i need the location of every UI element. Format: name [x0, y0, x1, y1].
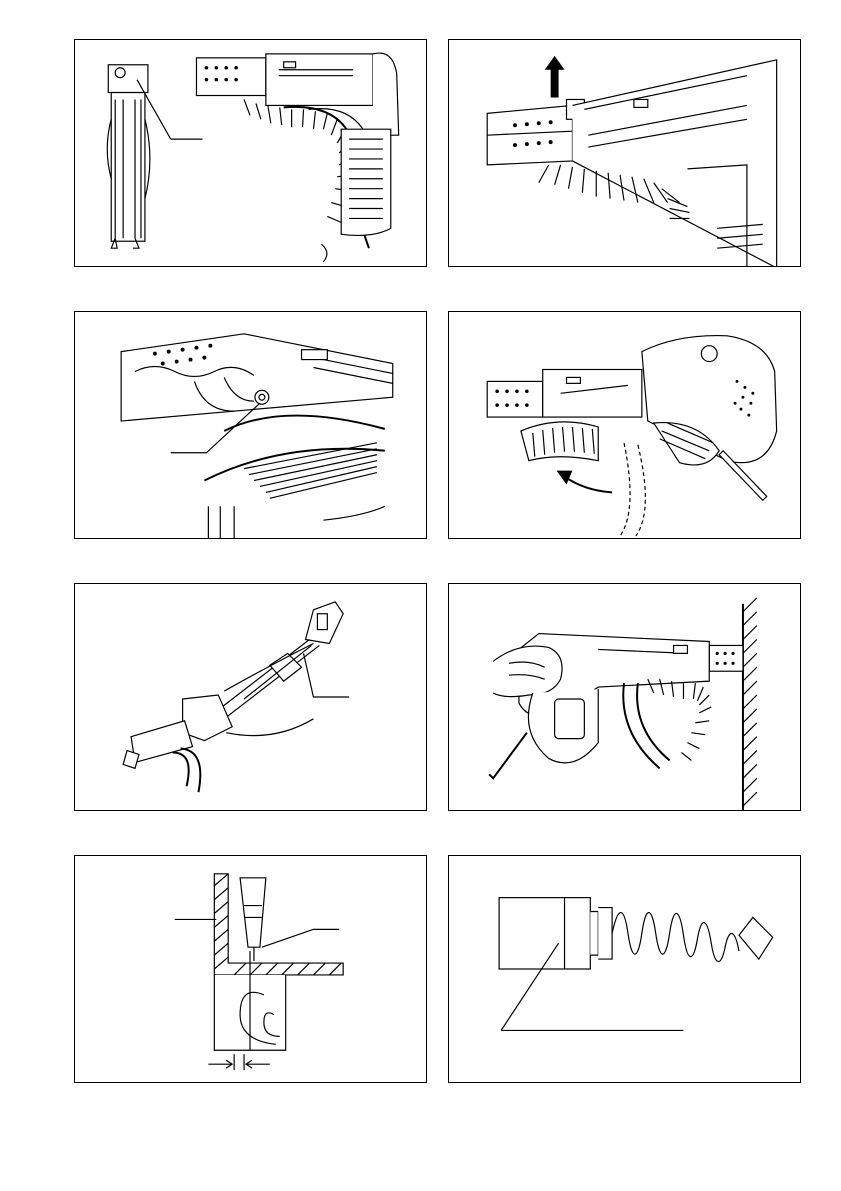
curved-arrow-icon — [557, 471, 573, 485]
arrow-up-icon — [545, 56, 565, 98]
carbon-brush-illustration — [449, 856, 800, 1082]
extension-handle-illustration — [75, 584, 426, 810]
figure-lift-nose-piece — [448, 39, 801, 267]
figure-operation-against-wall — [448, 583, 801, 811]
figure-rotate-strip-guide — [448, 311, 801, 539]
figure-extension-handle — [74, 583, 427, 811]
figure-carbon-brush — [448, 855, 801, 1083]
nose-piece-lift-illustration — [449, 40, 800, 266]
strip-guide-rotation-illustration — [449, 312, 800, 538]
corner-clearance-illustration — [75, 856, 426, 1082]
adjusting-screw-illustration — [75, 312, 426, 538]
figure-screw-feed-side-view — [74, 39, 427, 267]
wall-operation-illustration — [449, 584, 800, 810]
figure-corner-clearance — [74, 855, 427, 1083]
screwdriver-attachment-illustration — [75, 40, 426, 266]
figure-adjusting-screw — [74, 311, 427, 539]
